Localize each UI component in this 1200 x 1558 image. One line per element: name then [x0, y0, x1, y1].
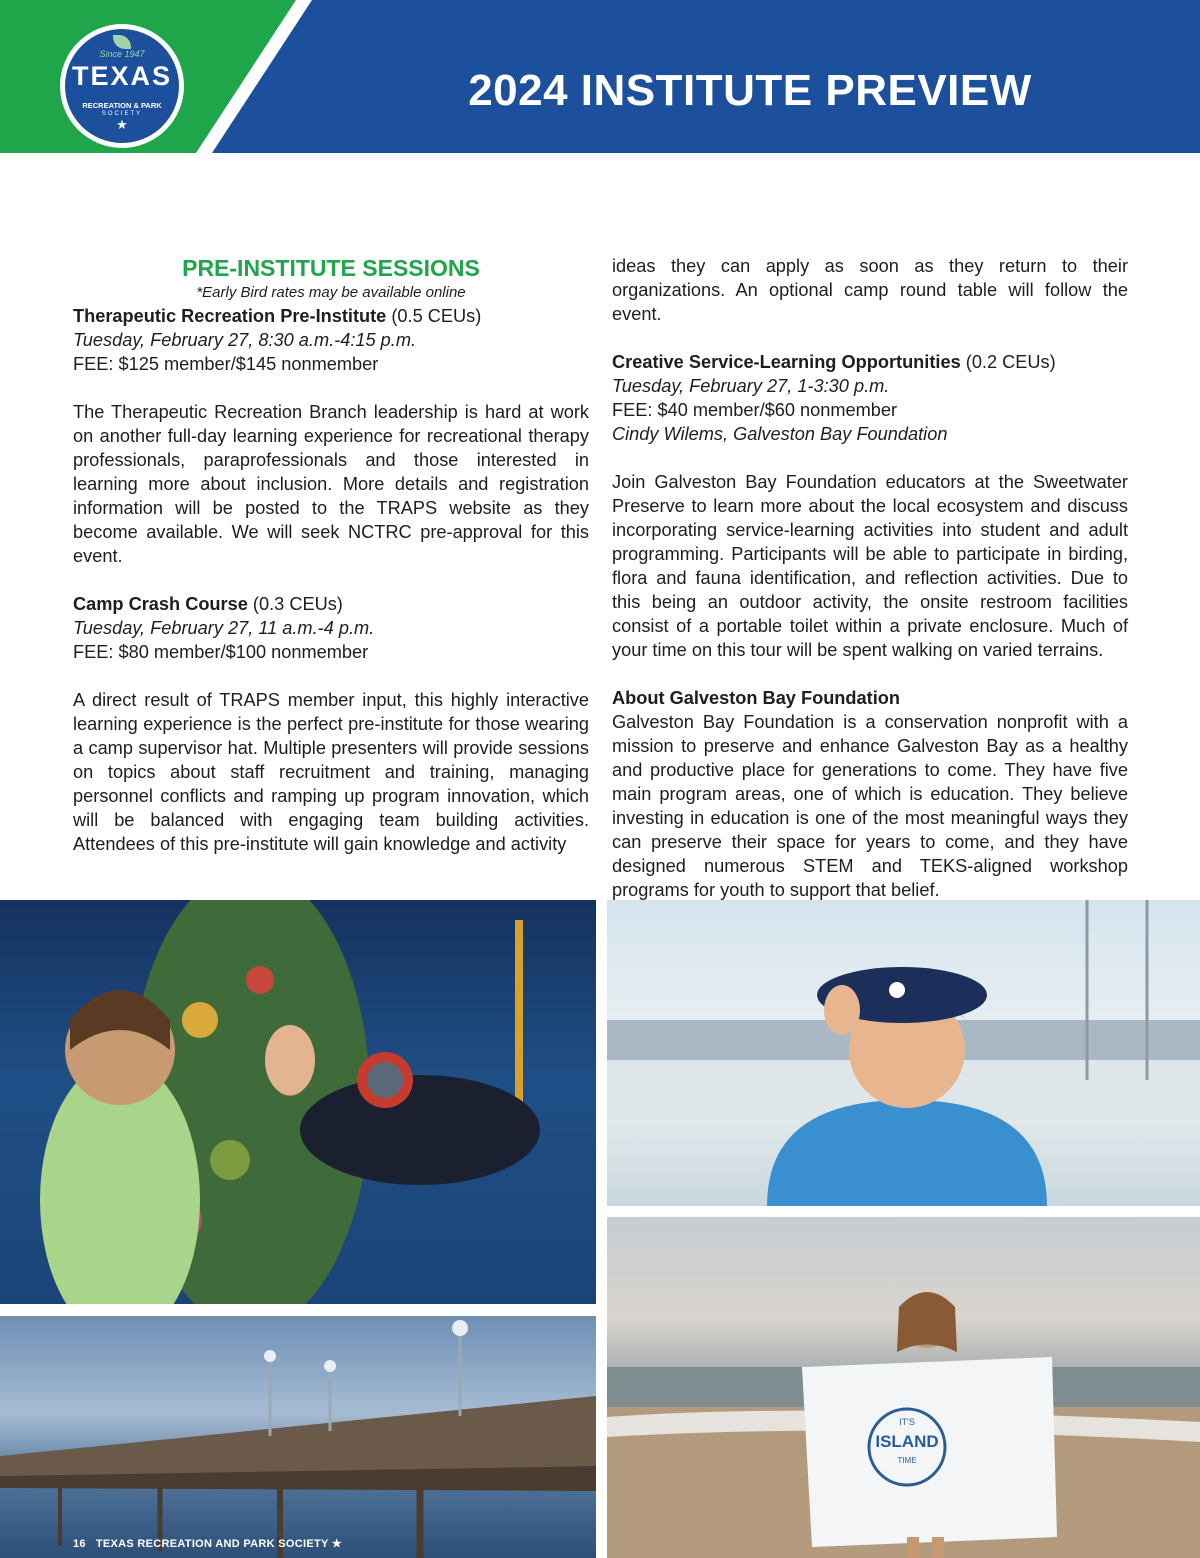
- session-description: A direct result of TRAPS member input, this highly interactive learning experience is the perfect pre-institute for those wearing a camp supervisor hat. Multiple presenters will provide sessions on topics about staff recruitment and training, managing personnel conflicts and ramping up program innovation, which will be balanced with engaging team building activities. Attendees of this pre-institute will gain knowledge and activity: [73, 690, 589, 854]
- section-title: PRE-INSTITUTE SESSIONS: [182, 255, 480, 281]
- section-note: *Early Bird rates may be available online: [196, 284, 466, 301]
- session-heading: [612, 350, 1128, 374]
- boy-illustration: [607, 900, 1200, 1206]
- logo-since: Since 1947: [99, 49, 145, 59]
- towel-text-2: ISLAND: [875, 1432, 939, 1451]
- session-description: Join Galveston Bay Foundation educators at the Sweetwater Preserve to learn more about the local ecosystem and discuss incorporating service-learning activities into student and adult programming. Participants will be able to participate in birding, flora and fauna identification, and reflection activities. Due to this being an outdoor activity, the onsite restroom facilities consist of a portable toilet within a private enclosure. Much of your time on this tour will be spent walking on varied terrains.: [612, 472, 1128, 660]
- page-footer: [73, 1537, 342, 1550]
- left-column: [73, 254, 589, 856]
- logo-line1: RECREATION & PARK: [82, 101, 162, 110]
- about-description: Galveston Bay Foundation is a conservation nonprofit with a mission to preserve and enhance Galveston Bay as a healthy and productive place for generations to come. They have five main program areas, one of which is education. They believe investing in education is one of the most meaningful ways they can preserve their space for years to come, and they have designed numerous STEM and TEKS-aligned workshop programs for youth to support that belief.: [612, 712, 1128, 900]
- towel-text-3: TIME: [897, 1456, 917, 1465]
- session-fee: FEE: $40 member/$60 nonmember: [612, 400, 898, 420]
- session-ceus: (0.5 CEUs): [391, 306, 482, 326]
- session-ceus: (0.2 CEUs): [965, 352, 1056, 372]
- beach-towel-photo: [607, 1217, 1200, 1558]
- texas-rp-society-logo: [60, 24, 184, 148]
- star-icon: ★: [116, 117, 128, 132]
- session-fee: FEE: $80 member/$100 nonmember: [73, 642, 369, 662]
- logo-texas: TEXAS: [71, 61, 173, 91]
- publication-name: TEXAS RECREATION AND PARK SOCIETY ★: [95, 1538, 342, 1550]
- page-title: 2024 INSTITUTE PREVIEW: [468, 66, 1032, 115]
- session-heading: [73, 304, 589, 328]
- session-date: Tuesday, February 27, 1-3:30 p.m.: [612, 376, 890, 396]
- fishing-pier-photo: [0, 1316, 596, 1558]
- session-fee: FEE: $125 member/$145 nonmember: [73, 354, 379, 374]
- aquarium-photo: [0, 900, 596, 1304]
- session-presenter: Cindy Wilems, Galveston Bay Foundation: [612, 424, 948, 444]
- session-ceus: (0.3 CEUs): [252, 594, 343, 614]
- session-heading: [73, 592, 589, 616]
- session-date: Tuesday, February 27, 8:30 a.m.-4:15 p.m.: [73, 330, 417, 350]
- aquarium-illustration: [0, 900, 596, 1304]
- boy-pirate-hat-photo: [607, 900, 1200, 1206]
- session-title: Therapeutic Recreation Pre-Institute: [73, 306, 387, 326]
- session-title: Camp Crash Course: [73, 594, 248, 614]
- about-heading: [612, 686, 1128, 710]
- page-number: 16: [73, 1538, 86, 1550]
- continued-text: ideas they can apply as soon as they return to their organizations. An optional camp round table will follow the event.: [612, 256, 1128, 324]
- session-description: The Therapeutic Recreation Branch leadership is hard at work on another full-day learning experience for recreational therapy professionals, paraprofessionals and those interested in learning more about inclusion. More details and registration information will be posted to the TRAPS website as they become available. We will seek NCTRC pre-approval for this event.: [73, 402, 589, 566]
- session-date: Tuesday, February 27, 11 a.m.-4 p.m.: [73, 618, 375, 638]
- towel-text-1: IT'S: [899, 1417, 915, 1427]
- logo-line2: SOCIETY: [101, 111, 143, 117]
- about-title: About Galveston Bay Foundation: [612, 688, 900, 708]
- session-title: Creative Service-Learning Opportunities: [612, 352, 961, 372]
- right-column: [612, 254, 1128, 902]
- beach-illustration: [607, 1217, 1200, 1558]
- pier-illustration: [0, 1316, 596, 1558]
- leaf-icon: [113, 35, 131, 49]
